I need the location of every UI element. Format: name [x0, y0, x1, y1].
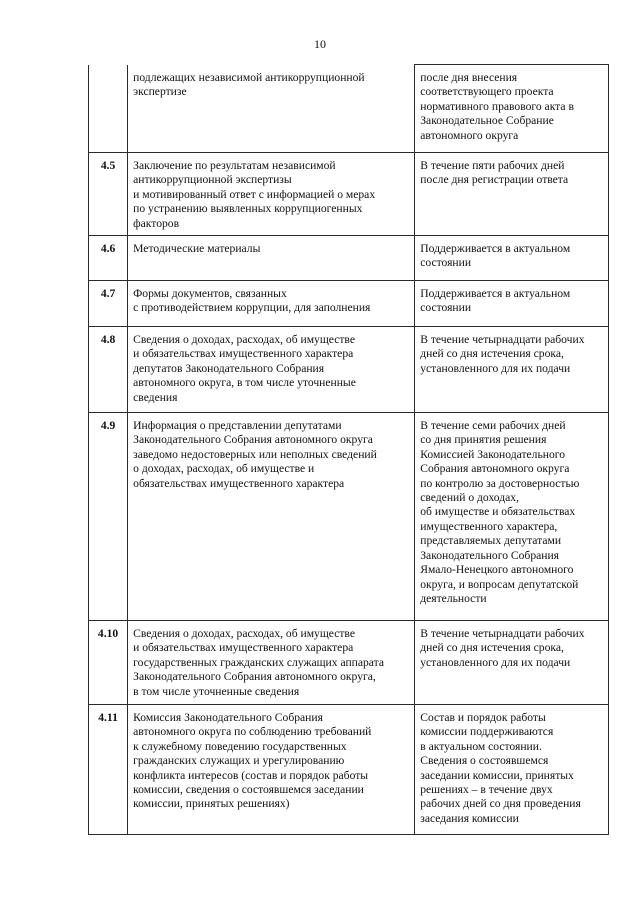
- item-name-line: депутатов Законодательного Собрания: [133, 361, 325, 375]
- item-name-line: Сведения о доходах, расходах, об имуществе: [133, 333, 355, 347]
- item-deadline-line: дней со дня истечения срока,: [420, 347, 564, 361]
- item-number: [89, 65, 128, 153]
- item-deadline-line: заседания комиссии: [420, 811, 519, 825]
- item-number: 4.11: [89, 705, 128, 835]
- item-deadline-line: Собрания автономного округа: [420, 462, 570, 476]
- item-deadline-line: В течение четырнадцати рабочих: [420, 333, 585, 347]
- item-deadline-line: соответствующего проекта: [420, 85, 554, 99]
- item-name-line: обязательствах имущественного характера: [133, 476, 345, 490]
- item-number: 4.8: [89, 327, 128, 413]
- item-deadline-line: заседании комиссии, принятых: [420, 768, 574, 782]
- item-deadline-line: Ямало-Ненецкого автономного: [420, 563, 574, 577]
- item-deadline-line: решениях – в течение двух: [420, 783, 553, 797]
- item-name: [128, 281, 415, 327]
- item-deadline: [415, 705, 609, 835]
- item-name: [128, 621, 415, 705]
- item-name-line: подлежащих независимой антикоррупционной: [133, 70, 365, 84]
- item-deadline-line: Поддерживается в актуальном: [420, 242, 571, 256]
- item-deadline-line: рабочих дней со дня проведения: [420, 797, 581, 811]
- page-number: 10: [314, 37, 326, 51]
- table-row: [89, 327, 609, 413]
- item-deadline: [415, 281, 609, 327]
- item-name-line: к служебному поведению государственных: [133, 739, 347, 753]
- item-deadline-line: Сведения о состоявшемся: [420, 754, 549, 768]
- item-name-line: заведомо недостоверных или неполных сведений: [133, 447, 377, 461]
- item-deadline-line: после дня внесения: [420, 71, 518, 84]
- item-name-line: в том числе уточненные сведения: [133, 684, 300, 698]
- item-name-line: Комиссия Законодательного Собрания: [133, 711, 323, 725]
- item-deadline-line: Законодательного Собрания: [420, 548, 560, 562]
- item-name-line: Формы документов, связанных: [133, 287, 287, 301]
- table-row: [89, 705, 609, 835]
- item-deadline-line: об имуществе и обязательствах: [420, 505, 576, 519]
- item-deadline-line: В течение пяти рабочих дней: [420, 159, 565, 172]
- item-deadline: [415, 327, 609, 413]
- item-name-line: комиссии, принятых решениях): [133, 797, 290, 811]
- item-name-line: гражданских служащих и урегулированию: [133, 754, 345, 768]
- item-name-line: сведения: [133, 390, 178, 404]
- table-body: [89, 65, 609, 835]
- item-name-line: Методические материалы: [133, 242, 261, 256]
- item-name-line: с противодействием коррупции, для заполнения: [133, 301, 371, 315]
- item-name-line: и обязательствах имущественного характера: [133, 641, 354, 655]
- item-deadline-line: Состав и порядок работы: [420, 711, 546, 725]
- table-row: [89, 621, 609, 705]
- item-deadline-line: автономного округа: [420, 128, 519, 142]
- item-number: 4.7: [89, 281, 128, 327]
- item-number: 4.9: [89, 413, 128, 621]
- item-name: [128, 153, 415, 236]
- item-name: [128, 236, 415, 281]
- item-name: [128, 705, 415, 835]
- table-row: [89, 281, 609, 327]
- item-deadline-line: представляемых депутатами: [420, 534, 562, 548]
- item-name-line: автономного округа, в том числе уточненные: [133, 376, 356, 390]
- table-row: [89, 413, 609, 621]
- item-number: 4.10: [89, 621, 128, 705]
- item-deadline-line: установленного для их подачи: [420, 361, 571, 375]
- item-number: 4.6: [89, 236, 128, 281]
- item-deadline-line: Законодательное Собрание: [420, 114, 554, 128]
- item-deadline-line: Комиссией Законодательного: [420, 447, 566, 461]
- item-name-line: экспертизе: [133, 84, 187, 98]
- item-deadline-line: комиссии поддерживаются: [420, 725, 554, 739]
- item-name-line: автономного округа по соблюдению требований: [133, 725, 372, 739]
- item-deadline-line: Поддерживается в актуальном: [420, 287, 571, 301]
- item-name-line: антикоррупционной экспертизы: [133, 173, 292, 187]
- item-name-line: Законодательного Собрания автономного округа: [133, 433, 373, 447]
- item-deadline: [415, 413, 609, 621]
- table-row: [89, 236, 609, 281]
- item-deadline-line: со дня принятия решения: [420, 433, 547, 447]
- item-deadline-line: после дня регистрации ответа: [420, 173, 569, 187]
- item-name-line: Информация о представлении депутатами: [133, 419, 342, 433]
- item-name: [128, 327, 415, 413]
- item-deadline-line: состоянии: [420, 256, 472, 270]
- item-name: [128, 413, 415, 621]
- item-name-line: государственных гражданских служащих аппарата: [133, 655, 384, 669]
- item-deadline-line: сведений о доходах,: [420, 491, 519, 505]
- item-deadline-line: в актуальном состоянии.: [420, 739, 542, 753]
- item-deadline-line: имущественного характера,: [420, 519, 558, 533]
- item-name-line: по устранению выявленных коррупциогенных: [133, 202, 363, 216]
- item-number: 4.5: [89, 153, 128, 236]
- item-deadline-line: деятельности: [420, 591, 487, 605]
- item-name-line: комиссии, сведения о состоявшемся заседании: [133, 783, 364, 797]
- item-name: [128, 65, 415, 153]
- item-name-line: Заключение по результатам независимой: [133, 159, 336, 172]
- item-deadline-line: нормативного правового акта в: [420, 99, 574, 113]
- item-deadline-line: состоянии: [420, 301, 472, 315]
- item-name-line: Сведения о доходах, расходах, об имуществе: [133, 627, 355, 641]
- item-deadline: [415, 621, 609, 705]
- item-name-line: и обязательствах имущественного характера: [133, 347, 354, 361]
- table-row: [89, 153, 609, 236]
- item-deadline: [415, 236, 609, 281]
- item-deadline: [415, 153, 609, 236]
- item-name-line: и мотивированный ответ с информацией о мерах: [133, 187, 376, 201]
- item-deadline-line: В течение семи рабочих дней: [420, 419, 566, 433]
- table-row: [89, 65, 609, 153]
- item-deadline-line: дней со дня истечения срока,: [420, 641, 564, 655]
- document-table: [88, 64, 609, 835]
- item-name-line: факторов: [133, 216, 180, 230]
- item-name-line: Законодательного Собрания автономного округа,: [133, 670, 376, 684]
- item-deadline-line: по контролю за достоверностью: [420, 476, 580, 490]
- item-deadline-line: округа, и вопросам депутатской: [420, 577, 579, 591]
- item-name-line: конфликта интересов (состав и порядок работы: [133, 768, 369, 782]
- item-deadline-line: установленного для их подачи: [420, 655, 571, 669]
- item-deadline-line: В течение четырнадцати рабочих: [420, 627, 585, 641]
- item-name-line: о доходах, расходах, об имуществе и: [133, 462, 315, 476]
- item-deadline: [415, 65, 609, 153]
